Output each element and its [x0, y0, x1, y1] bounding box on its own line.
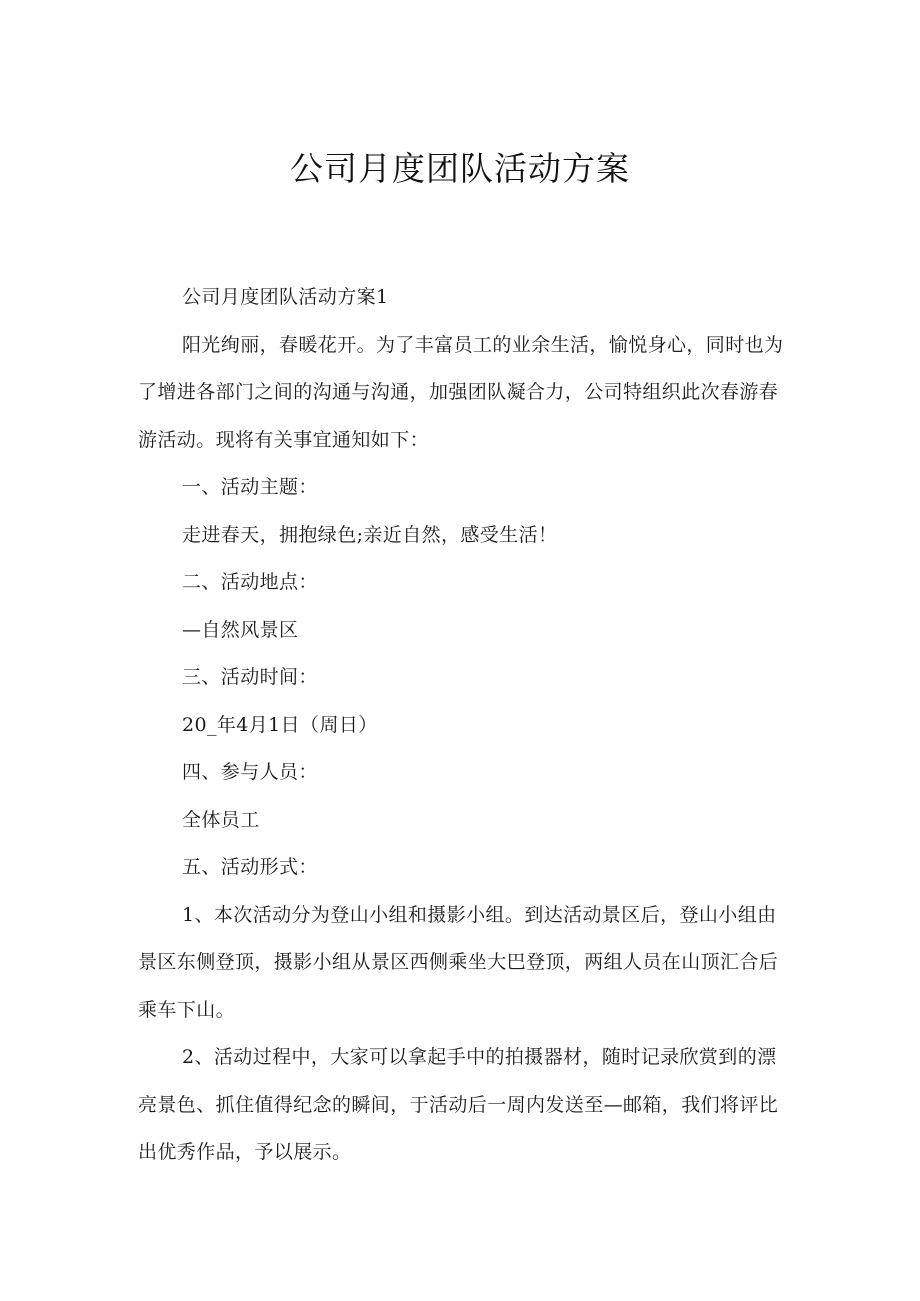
- location-heading: 二、活动地点：: [182, 571, 318, 593]
- theme-heading: 一、活动主题：: [182, 476, 318, 498]
- location-text: —自然风景区: [182, 618, 299, 641]
- document-body: [138, 274, 784, 1177]
- time-heading: 三、活动时间：: [182, 666, 318, 688]
- time-text: 20_年4月1日（周日）: [182, 713, 378, 736]
- document-title: 公司月度团队活动方案: [290, 149, 630, 188]
- theme-text: 走进春天，拥抱绿色;亲近自然，感受生活！: [182, 523, 558, 546]
- format-item-1: 1、本次活动分为登山小组和摄影小组。到达活动景区后，登山小组由景区东侧登顶，摄影小组从景区西侧乘坐大巴登顶，两组人员在山顶汇合后乘车下山。: [138, 903, 779, 1021]
- section-heading: 公司月度团队活动方案1: [182, 286, 389, 308]
- format-item-2: 2、活动过程中，大家可以拿起手中的拍摄器材，随时记录欣赏到的漂亮景色、抓住值得纪念的瞬间，于活动后一周内发送至—邮箱，我们将评比出优秀作品，予以展示。: [138, 1046, 779, 1163]
- participants-heading: 四、参与人员：: [182, 761, 318, 783]
- intro-paragraph: 阳光绚丽，春暖花开。为了丰富员工的业余生活，愉悦身心，同时也为了增进各部门之间的沟通与沟通，加强团队凝合力，公司特组织此次春游春游活动。现将有关事宜通知如下：: [138, 333, 784, 451]
- format-heading: 五、活动形式：: [182, 856, 318, 878]
- participants-text: 全体员工: [182, 808, 260, 831]
